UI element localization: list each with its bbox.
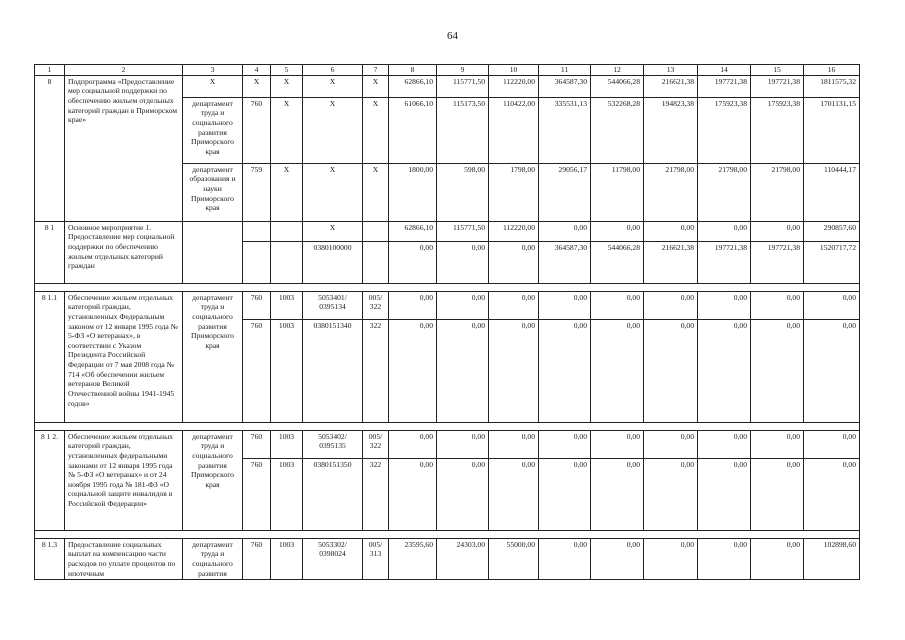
activity-name: Предоставление социальных выплат на компенсацию части расходов по уплате процентов по ипотечным [65,538,183,580]
amount-cell: 1800,00 [389,163,437,221]
amount-cell: 544066,28 [591,75,644,97]
total-cell: 110444,17 [804,163,860,221]
amount-cell: 0,00 [539,538,591,580]
amount-cell: 1798,00 [489,163,539,221]
target-article: 5053302/ 0398024 [303,538,363,580]
amount-cell: 0,00 [539,430,591,458]
amount-cell: 61066,10 [389,97,437,163]
amount-cell: 175923,38 [751,97,804,163]
amount-cell: 115771,50 [437,221,489,241]
executor-cell: X [183,75,243,97]
amount-cell: 112220,00 [489,221,539,241]
amount-cell: 0,00 [751,538,804,580]
row-number: 8 1 2. [35,430,65,530]
expense-type: 005/ 322 [363,291,389,319]
target-article: 0380151350 [303,458,363,530]
grbs-code: 759 [243,163,271,221]
column-header: 10 [489,65,539,76]
grbs-code [243,221,271,241]
amount-cell: 0,00 [389,319,437,422]
target-article: 5053401/ 0395134 [303,291,363,319]
executor-cell: департамент труда и социального развития Приморского края [183,291,243,422]
grbs-code: 760 [243,319,271,422]
section-code: 1003 [271,319,303,422]
executor-cell [183,221,243,283]
amount-cell: 0,00 [389,241,437,283]
amount-cell: 0,00 [751,319,804,422]
column-header: 12 [591,65,644,76]
amount-cell: 0,00 [751,291,804,319]
section-code: X [271,163,303,221]
amount-cell: 197721,38 [698,75,751,97]
amount-cell: 0,00 [698,458,751,530]
amount-cell: 0,00 [437,291,489,319]
amount-cell: 21798,00 [751,163,804,221]
column-header: 9 [437,65,489,76]
column-header: 16 [804,65,860,76]
grbs-code [243,241,271,283]
column-header: 5 [271,65,303,76]
amount-cell: 0,00 [644,291,698,319]
expense-type: 005/ 322 [363,430,389,458]
amount-cell: 0,00 [644,221,698,241]
expense-type: X [363,163,389,221]
amount-cell: 0,00 [389,430,437,458]
total-cell: 0,00 [804,291,860,319]
amount-cell: 0,00 [539,319,591,422]
target-article: X [303,75,363,97]
amount-cell: 197721,38 [751,75,804,97]
amount-cell: 23595,60 [389,538,437,580]
grbs-code: X [243,75,271,97]
amount-cell: 11798,00 [591,163,644,221]
amount-cell: 0,00 [698,221,751,241]
table-gap [35,530,860,538]
amount-cell: 0,00 [389,458,437,530]
row-number: 8 1.3 [35,538,65,580]
amount-cell: 62866,10 [389,75,437,97]
amount-cell: 115173,50 [437,97,489,163]
expense-type: X [363,75,389,97]
amount-cell: 0,00 [698,430,751,458]
amount-cell: 0,00 [539,291,591,319]
amount-cell: 0,00 [751,430,804,458]
amount-cell: 598,00 [437,163,489,221]
target-article: X [303,221,363,241]
target-article: X [303,97,363,163]
target-article: X [303,163,363,221]
executor-cell: департамент труда и социального развития [183,538,243,580]
section-code: X [271,97,303,163]
amount-cell: 544066,28 [591,241,644,283]
total-cell: 0,00 [804,430,860,458]
column-header: 11 [539,65,591,76]
amount-cell: 175923,38 [698,97,751,163]
table-row [35,291,860,319]
table-row [35,538,860,580]
amount-cell: 0,00 [489,291,539,319]
row-number: 8 1.1 [35,291,65,422]
table-gap [35,422,860,430]
total-cell: 1701131,15 [804,97,860,163]
grbs-code: 760 [243,538,271,580]
amount-cell: 194823,38 [644,97,698,163]
target-article: 0380151340 [303,319,363,422]
amount-cell: 0,00 [437,458,489,530]
amount-cell: 0,00 [591,458,644,530]
activity-name: Обеспечение жильем отдельных категорий граждан, установленных Федеральным законом от 12 января 1995 года № 5-ФЗ «О ветеранах», в соответствии с Указом Президента Российской Федерации от 7 мая 2008 года № 714 «Об обеспечении жильем ветеранов Великой Отечественной войны 1941-1945 годов» [65,291,183,422]
grbs-code: 760 [243,458,271,530]
amount-cell: 0,00 [698,291,751,319]
column-header: 2 [65,65,183,76]
amount-cell: 0,00 [591,221,644,241]
total-cell: 0,00 [804,319,860,422]
executor-cell: департамент труда и социального развития Приморского края [183,97,243,163]
section-code [271,241,303,283]
budget-table [34,64,860,580]
amount-cell: 0,00 [437,319,489,422]
amount-cell: 0,00 [644,430,698,458]
expense-type: X [363,97,389,163]
row-number: 8 [35,75,65,221]
column-header: 7 [363,65,389,76]
amount-cell: 29056,17 [539,163,591,221]
section-code: 1003 [271,458,303,530]
table-header-row [35,65,860,76]
target-article: 5053402/ 0395135 [303,430,363,458]
table-row [35,75,860,97]
expense-type: 322 [363,319,389,422]
amount-cell: 0,00 [591,430,644,458]
amount-cell: 0,00 [437,430,489,458]
amount-cell: 0,00 [591,538,644,580]
amount-cell: 364587,30 [539,75,591,97]
amount-cell: 0,00 [591,319,644,422]
total-cell: 0,00 [804,458,860,530]
amount-cell: 335531,13 [539,97,591,163]
amount-cell: 0,00 [698,538,751,580]
total-cell: 102898,60 [804,538,860,580]
amount-cell: 0,00 [539,458,591,530]
column-header: 8 [389,65,437,76]
amount-cell: 0,00 [644,538,698,580]
table-row [35,430,860,458]
row-number: 8 1 [35,221,65,283]
section-code: 1003 [271,430,303,458]
expense-type [363,241,389,283]
section-code: X [271,75,303,97]
page-number: 64 [447,30,458,42]
grbs-code: 760 [243,97,271,163]
amount-cell: 62866,10 [389,221,437,241]
total-cell: 290857,60 [804,221,860,241]
amount-cell: 216621,38 [644,75,698,97]
amount-cell: 0,00 [489,458,539,530]
table-row [35,221,860,241]
amount-cell: 0,00 [751,458,804,530]
amount-cell: 197721,38 [698,241,751,283]
amount-cell: 0,00 [389,291,437,319]
amount-cell: 0,00 [644,458,698,530]
amount-cell: 0,00 [489,430,539,458]
column-header: 13 [644,65,698,76]
executor-cell: департамент труда и социального развития Приморского края [183,430,243,530]
column-header: 1 [35,65,65,76]
section-code [271,221,303,241]
section-code: 1003 [271,538,303,580]
target-article: 0380100000 [303,241,363,283]
executor-cell: департамент образования и науки Приморского края [183,163,243,221]
amount-cell: 364587,30 [539,241,591,283]
grbs-code: 760 [243,291,271,319]
expense-type: 005/ 313 [363,538,389,580]
section-code: 1003 [271,291,303,319]
activity-name: Обеспечение жильем отдельных категорий граждан, установленных федеральными законами от 12 января 1995 года № 5-ФЗ «О ветеранах» и от 24 ноября 1995 года № 181-ФЗ «О социальной защите инвалидов в Российской Федерации» [65,430,183,530]
amount-cell: 115771,50 [437,75,489,97]
amount-cell: 110422,00 [489,97,539,163]
amount-cell: 0,00 [751,221,804,241]
amount-cell: 0,00 [437,241,489,283]
amount-cell: 532268,28 [591,97,644,163]
amount-cell: 24303,00 [437,538,489,580]
amount-cell: 21798,00 [698,163,751,221]
amount-cell: 0,00 [539,221,591,241]
column-header: 15 [751,65,804,76]
expense-type [363,221,389,241]
expense-type: 322 [363,458,389,530]
amount-cell: 0,00 [644,319,698,422]
amount-cell: 0,00 [698,319,751,422]
column-header: 6 [303,65,363,76]
activity-name: Основное мероприятие 1. Предоставление мер социальной поддержки по обеспечению жильем отдельных категорий граждан [65,221,183,283]
program-name: Подпрограмма «Предоставление мер социальной поддержки по обеспечению жильем отдельных категорий граждан в Приморском крае» [65,75,183,221]
total-cell: 1811575,32 [804,75,860,97]
table-gap [35,283,860,291]
amount-cell: 112220,00 [489,75,539,97]
amount-cell: 0,00 [591,291,644,319]
amount-cell: 0,00 [489,241,539,283]
grbs-code: 760 [243,430,271,458]
column-header: 4 [243,65,271,76]
column-header: 3 [183,65,243,76]
amount-cell: 0,00 [489,319,539,422]
amount-cell: 197721,38 [751,241,804,283]
amount-cell: 21798,00 [644,163,698,221]
amount-cell: 55000,00 [489,538,539,580]
total-cell: 1520717,72 [804,241,860,283]
amount-cell: 216621,38 [644,241,698,283]
column-header: 14 [698,65,751,76]
